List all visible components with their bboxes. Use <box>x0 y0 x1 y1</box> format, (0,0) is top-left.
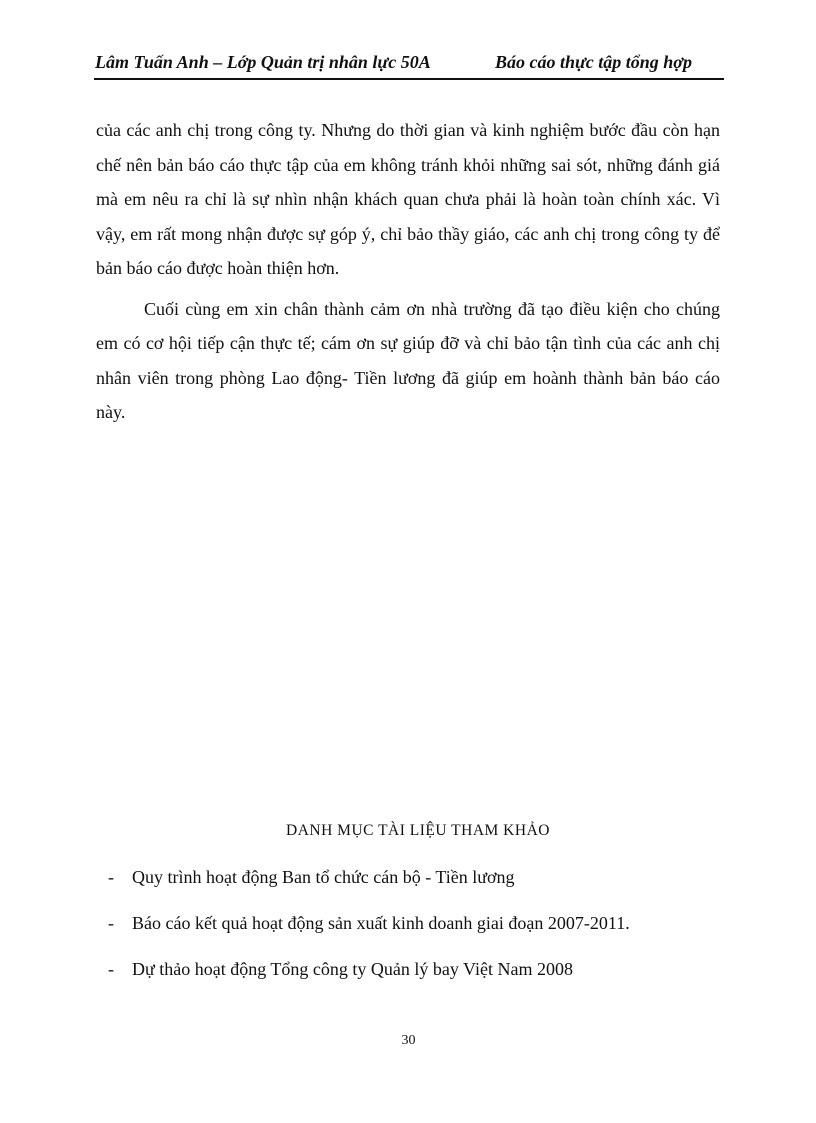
reference-text: Quy trình hoạt động Ban tổ chức cán bộ - Tiền lương <box>132 867 515 887</box>
body-paragraph-2: Cuối cùng em xin chân thành cảm ơn nhà trường đã tạo điều kiện cho chúng em có cơ hội tiếp cận thực tế; cám ơn sự giúp đỡ và chỉ bảo tận tình của các anh chị nhân viên trong phòng Lao động- Tiền lương đã giúp em hoành thành bản báo cáo này. <box>96 298 720 422</box>
reference-item <box>108 910 728 956</box>
references-title: DANH MỤC TÀI LIỆU THAM KHẢO <box>286 822 550 839</box>
reference-text: Báo cáo kết quả hoạt động sản xuất kinh doanh giai đoạn 2007-2011. <box>132 913 630 933</box>
header-report-title: Báo cáo thực tập tổng hợp <box>495 52 692 72</box>
reference-text: Dự thảo hoạt động Tổng công ty Quản lý bay Việt Nam 2008 <box>132 959 573 979</box>
body-paragraph-1: của các anh chị trong công ty. Nhưng do thời gian và kinh nghiệm bước đầu còn hạn chế nên bản báo cáo thực tập của em không tránh khỏi những sai sót, những đánh giá mà em nêu ra chỉ là sự nhìn nhận khách quan chưa phải là hoàn toàn chính xác. Vì vậy, em rất mong nhận được sự góp ý, chỉ bảo thầy giáo, các anh chị trong công ty để bản báo cáo được hoàn thiện hơn. <box>96 120 720 278</box>
page-header <box>95 52 725 78</box>
page-number: 30 <box>401 1033 416 1048</box>
reference-bullet: - <box>108 867 114 887</box>
header-divider <box>94 78 724 80</box>
reference-item <box>108 864 728 910</box>
reference-bullet: - <box>108 959 114 979</box>
reference-bullet: - <box>108 913 114 933</box>
body-text <box>96 113 720 430</box>
references-list <box>108 864 728 1002</box>
header-author-class: Lâm Tuấn Anh – Lớp Quản trị nhân lực 50A <box>95 52 431 72</box>
reference-item <box>108 956 728 1002</box>
